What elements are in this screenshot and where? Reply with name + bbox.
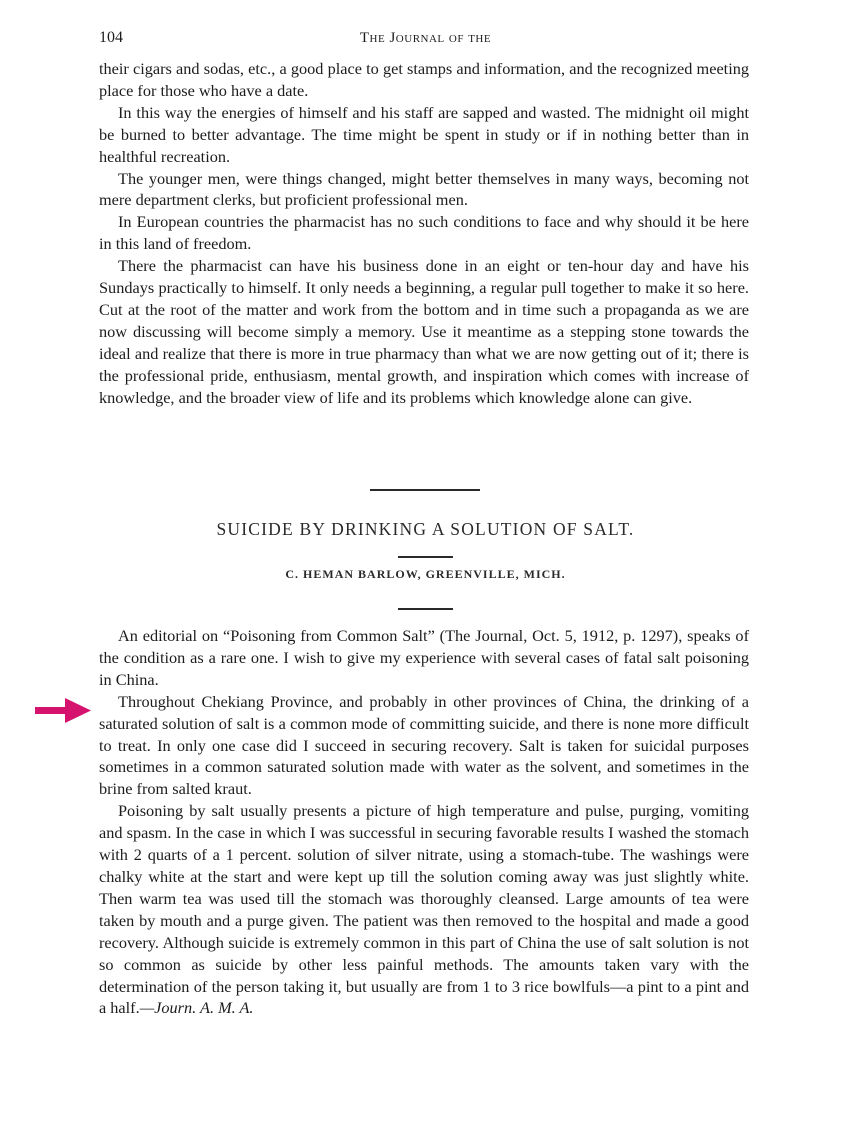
article-byline: C. HEMAN BARLOW, GREENVILLE, MICH. bbox=[285, 567, 566, 581]
paragraph: Throughout Chekiang Province, and probably in other provinces of China, the drinking of a saturated solution of salt is a common mode of committing suicide, and there is none more difficult to treat. In only one case did I succeed in securing recovery. Salt is taken for suicidal purposes sometimes in a common saturated solution made with water as the solvent, and sometimes in the brine from salted kraut. bbox=[99, 691, 749, 799]
paragraph bbox=[99, 800, 749, 1019]
article-title: SUICIDE BY DRINKING A SOLUTION OF SALT. bbox=[216, 519, 635, 539]
running-head: The Journal of the bbox=[359, 30, 492, 46]
paragraph: An editorial on “Poisoning from Common Salt” (The Journal, Oct. 5, 1912, p. 1297), speaks of the condition as a rare one. I wish to give my experience with several cases of fatal salt poisoning in China. bbox=[99, 626, 749, 689]
byline-rule bbox=[398, 608, 453, 610]
paragraph: There the pharmacist can have his business done in an eight or ten-hour day and have his Sundays practically to himself. It only needs a beginning, a regular pull together to make it so here. Cut at the root of the matter and work from the bottom and in time such a propaganda as we are now discussing will become simply a memory. Use it meantime as a stepping stone towards the ideal and realize that there is more in true pharmacy than what we are now getting out of it; there is the professional pride, enthusiasm, mental growth, and inspiration which comes with increase of knowledge, and the broader view of life and its problems which knowledge alone can give. bbox=[99, 256, 749, 407]
paragraph-text: Poisoning by salt usually presents a picture of high temperature and pulse, purging, vomiting and spasm. In the case in which I was successful in securing favorable results I washed the stomach with 2 quarts of a 1 percent. solution of silver nitrate, using a stomach-tube. The washings were chalky white at the start and were kept up till the solution coming away was just slightly white. Then warm tea was used till the stomach was thoroughly cleansed. Large amounts of tea were taken by mouth and a purge given. The patient was then removed to the hospital and made a good recovery. Although suicide is extremely common in this part of China the use of salt solution is not so common as suicide by other less painful methods. The amounts taken vary with the determination of the person taking it, but usually are from 1 to 3 rice bowlfuls—a pint to a pint and a half. bbox=[99, 801, 749, 1018]
article-body bbox=[99, 625, 749, 1019]
page-number: 104 bbox=[99, 29, 123, 46]
paragraph: In this way the energies of himself and his staff are sapped and wasted. The midnight oil might be burned to better advantage. The time might be spent in study or if in nothing better than in healthful recreation. bbox=[99, 102, 749, 166]
section-divider-rule bbox=[370, 489, 480, 491]
title-rule bbox=[398, 556, 453, 558]
signature: —Journ. A. M. A. bbox=[139, 998, 254, 1018]
arrow-right-icon bbox=[35, 697, 91, 725]
paragraph: their cigars and sodas, etc., a good place to get stamps and information, and the recognized meeting place for those who have a date. bbox=[99, 59, 749, 100]
paragraph: The younger men, were things changed, might better themselves in many ways, becoming not mere department clerks, but proficient professional men. bbox=[99, 168, 749, 210]
paragraph: In European countries the pharmacist has no such conditions to face and why should it be here in this land of freedom. bbox=[99, 212, 749, 254]
previous-article-body bbox=[99, 58, 749, 409]
